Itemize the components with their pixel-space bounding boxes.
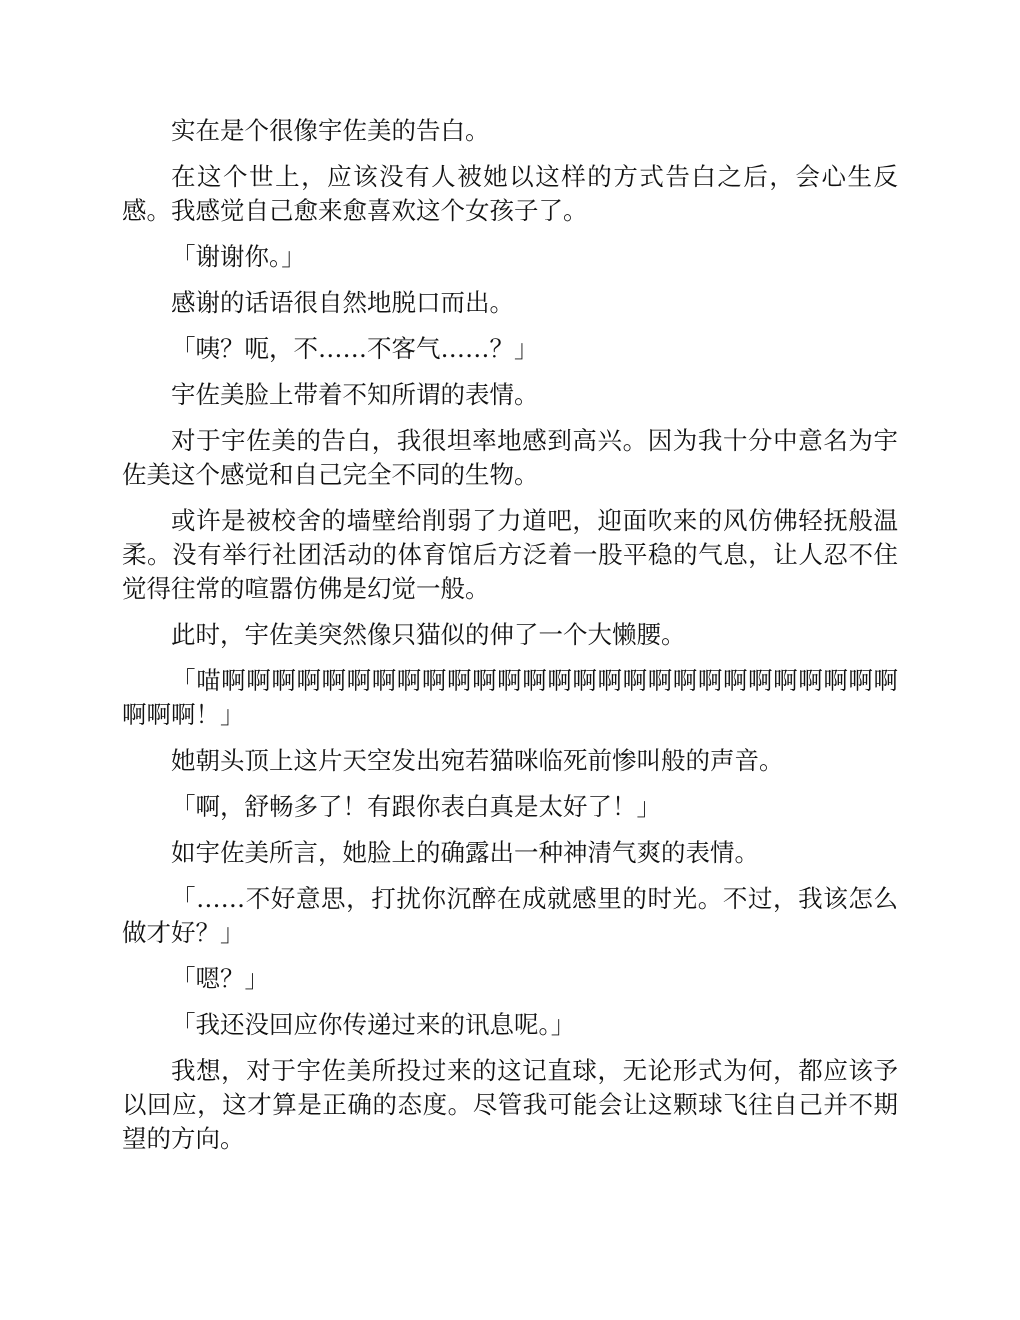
paragraph-2: 在这个世上，应该没有人被她以这样的方式告白之后，会心生反感。我感觉自己愈来愈喜欢这个女孩子了。 (122, 162, 898, 225)
paragraph-8: 或许是被校舍的墙壁给削弱了力道吧，迎面吹来的风仿佛轻抚般温柔。没有举行社团活动的体育馆后方泛着一股平稳的气息，让人忍不住觉得往常的喧嚣仿佛是幻觉一般。 (122, 506, 898, 603)
document-body (122, 114, 898, 1168)
paragraph-12: 「啊，舒畅多了！有跟你表白真是太好了！」 (171, 792, 661, 821)
paragraph-7: 对于宇佐美的告白，我很坦率地感到高兴。因为我十分中意名为宇佐美这个感觉和自己完全不同的生物。 (122, 426, 898, 489)
paragraph-10: 「喵啊啊啊啊啊啊啊啊啊啊啊啊啊啊啊啊啊啊啊啊啊啊啊啊啊啊啊啊啊啊！」 (122, 666, 898, 729)
paragraph-3: 「谢谢你。」 (171, 242, 306, 271)
paragraph-13: 如宇佐美所言，她脸上的确露出一种神清气爽的表情。 (171, 838, 759, 867)
paragraph-16: 「我还没回应你传递过来的讯息呢。」 (171, 1010, 576, 1039)
paragraph-11: 她朝头顶上这片天空发出宛若猫咪临死前惨叫般的声音。 (171, 746, 784, 775)
paragraph-15: 「嗯？」 (171, 964, 269, 993)
paragraph-17: 我想，对于宇佐美所投过来的这记直球，无论形式为何，都应该予以回应，这才算是正确的态度。尽管我可能会让这颗球飞往自己并不期望的方向。 (122, 1056, 898, 1153)
paragraph-9: 此时，宇佐美突然像只猫似的伸了一个大懒腰。 (171, 620, 686, 649)
paragraph-5: 「咦？呃，不……不客气……？」 (171, 334, 539, 363)
paragraph-14: 「……不好意思，打扰你沉醉在成就感里的时光。不过，我该怎么做才好？」 (122, 884, 898, 947)
paragraph-6: 宇佐美脸上带着不知所谓的表情。 (171, 380, 539, 409)
paragraph-4: 感谢的话语很自然地脱口而出。 (171, 288, 514, 317)
paragraph-1: 实在是个很像宇佐美的告白。 (171, 116, 490, 145)
